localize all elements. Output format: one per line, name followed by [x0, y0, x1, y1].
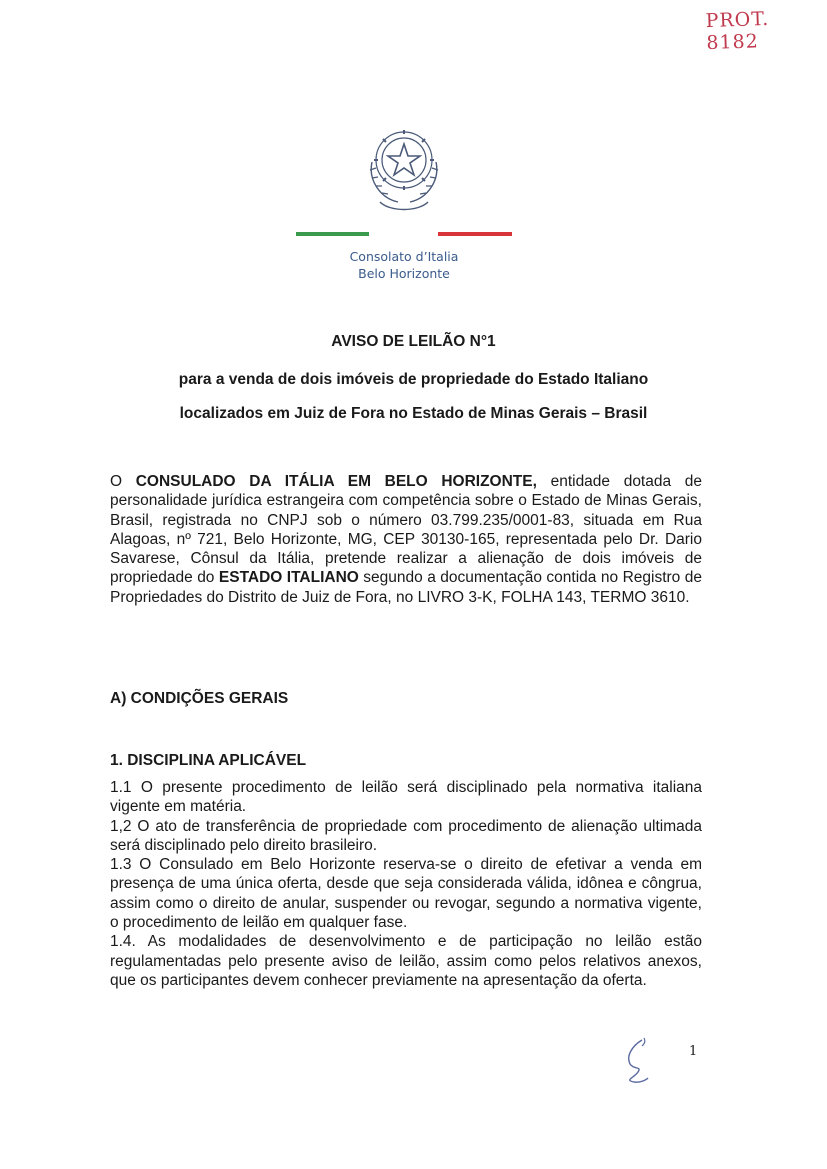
- letterhead-city: Belo Horizonte: [358, 266, 450, 281]
- clauses-list: [110, 778, 702, 990]
- letterhead-consulate-name: Consolato d’Italia: [349, 249, 459, 264]
- section-general-conditions: A) CONDIÇÕES GERAIS: [110, 690, 289, 707]
- state-name: ESTADO ITALIANO: [218, 569, 359, 587]
- document-title: AVISO DE LEILÃO N°1: [331, 333, 496, 350]
- clause-1-3: 1.3 O Consulado em Belo Horizonte reserva-se o direito de efetivar a venda em presença de uma única oferta, desde que seja considerada válida, idônea e côngrua, assim como o direito de anular, suspender ou revogar, segundo a normativa vigente, o procedimento de leilão em qualquer fase.: [110, 856, 702, 932]
- page-number: 1: [689, 1044, 698, 1059]
- clause-1-2: 1,2 O ato de transferência de propriedade com procedimento de alienação ultimada será disciplinado pelo direito brasileiro.: [110, 817, 702, 854]
- document-subtitle-line2: localizados em Juiz de Fora no Estado de Minas Gerais – Brasil: [179, 405, 648, 422]
- flag-stripe-red: [438, 232, 512, 236]
- handwritten-initials-icon: [614, 1036, 664, 1086]
- letterhead: [290, 248, 518, 282]
- clause-1-4: 1.4. As modalidades de desenvolvimento e de participação no leilão estão regulamentadas pelo presente aviso de leilão, assim como pelos relativos anexos, que os participantes devem conhecer previamente na apresentação da oferta.: [110, 933, 702, 989]
- clause-1-1: 1.1 O presente procedimento de leilão será disciplinado pela normativa italiana vigente em matéria.: [110, 779, 702, 816]
- document-subtitle-line1: para a venda de dois imóveis de propriedade do Estado Italiano: [178, 371, 649, 388]
- flag-stripe-green: [296, 232, 369, 236]
- section-applicable-discipline: 1. DISCIPLINA APLICÁVEL: [110, 752, 307, 769]
- protocol-handwritten-note: PROT. 8182: [705, 7, 770, 55]
- italian-republic-emblem-icon: [358, 118, 450, 218]
- intro-paragraph: O CONSULADO DA ITÁLIA EM BELO HORIZONTE, entidade dotada de personalidade jurídica estrangeira com competência sobre o Estado de Minas Gerais, Brasil, registrada no CNPJ sob o número 03.799.235/0001-83, situada em Rua Alagoas, nº 721, Belo Horizonte, MG, CEP 30130-165, representada pelo Dr. Dario Savarese, Cônsul da Itália, pretende realizar a alienação de dois imóveis de propriedade do ESTADO ITALIANO segundo a documentação contida no Registro de Propriedades do Distrito de Juiz de Fora, no LIVRO 3-K, FOLHA 143, TERMO 3610.: [110, 473, 702, 606]
- consulate-name: CONSULADO DA ITÁLIA EM BELO HORIZONTE,: [135, 473, 537, 490]
